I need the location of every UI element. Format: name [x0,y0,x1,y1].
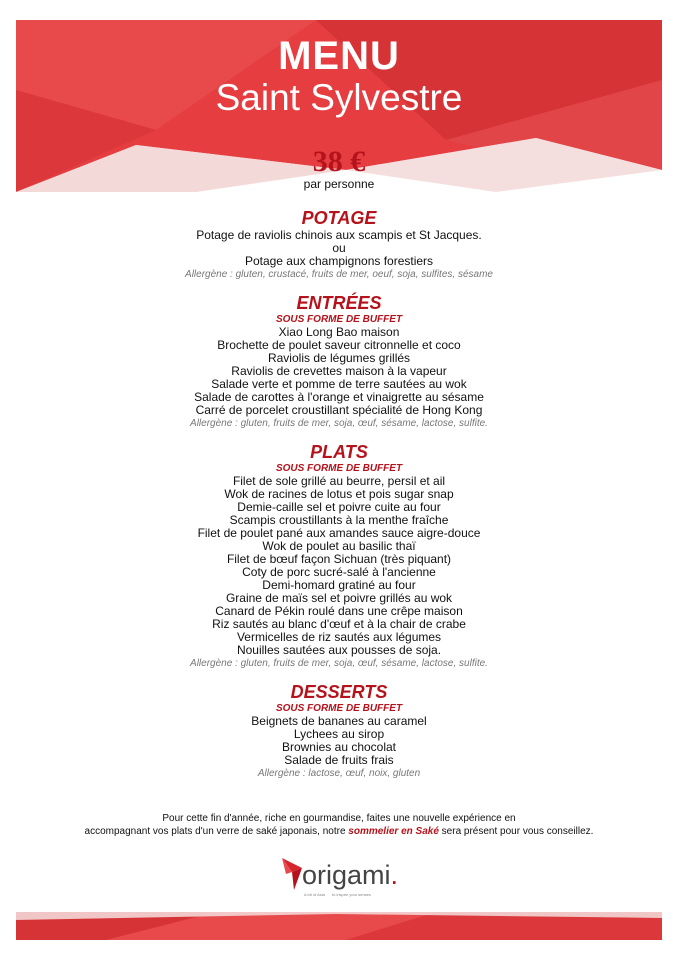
menu-item: Salade de fruits frais [284,753,394,767]
section-plats [0,442,678,670]
footer-text: sera présent pour vous conseillez. [438,826,594,837]
logo-dot: . [390,860,399,890]
menu-subtitle: Saint Sylvestre [215,77,463,118]
section-entrees [0,293,678,430]
menu-item: Canard de Pékin roulé dans une crêpe maison [215,604,463,618]
sommelier-highlight: sommelier en Saké [348,826,439,837]
menu-item: Coty de porc sucré-salé à l'ancienne [242,565,436,579]
menu-item: Wok de racines de lotus et pois sugar snap [224,487,454,501]
allergen-note: Allergène : gluten, crustacé, fruits de mer, oeuf, soja, sulfites, sésame [185,269,493,280]
section-potage [0,208,678,281]
menu-item: Salade verte et pomme de terre sautées au wok [211,377,467,391]
bottom-banner-background [16,912,662,940]
menu-item: Demi-homard gratiné au four [262,578,416,592]
menu-item: Brownies au chocolat [281,740,397,754]
price-per-person: par personne [303,177,375,191]
menu-content [0,208,678,792]
menu-item: Riz sautés au blanc d'œuf et à la chair de crabe [212,617,466,631]
section-title: DESSERTS [290,682,388,702]
origami-logo [280,852,420,902]
section-subtitle: SOUS FORME DE BUFFET [275,314,403,325]
origami-bird-icon [280,854,304,894]
menu-item: Wok de poulet au basilic thaï [262,539,416,553]
footer-line-2 [40,825,638,838]
price: 38 € [312,145,366,178]
menu-item: Filet de sole grillé au beurre, persil et ail [232,474,446,488]
menu-item: Raviolis de légumes grillés [267,351,411,365]
allergen-note: Allergène : gluten, fruits de mer, soja, œuf, sésame, lactose, sulfite. [190,418,488,429]
menu-item: Filet de bœuf façon Sichuan (très piquant) [226,552,452,566]
footer-line-1: Pour cette fin d'année, riche en gourmandise, faites une nouvelle expérience en [162,813,516,824]
menu-item: Carré de porcelet croustillant spécialité de Hong Kong [195,403,483,417]
section-title: ENTRÉES [296,293,382,313]
menu-item: Potage de raviolis chinois aux scampis et St Jacques. [196,228,482,242]
menu-item: Xiao Long Bao maison [278,325,400,339]
menu-item: Beignets de bananes au caramel [251,714,427,728]
logo-tagline-right: to inspire your senses [332,892,371,897]
section-subtitle: SOUS FORME DE BUFFET [275,463,403,474]
menu-item: Potage aux champignons forestiers [244,254,434,268]
menu-item: ou [332,241,346,255]
footer-text: accompagnant vos plats d'un verre de saké japonais, notre [84,826,349,837]
bottom-banner [16,912,662,940]
menu-item: Filet de poulet pané aux amandes sauce aigre-douce [197,526,481,540]
logo-name: origami [302,860,391,890]
section-subtitle: SOUS FORME DE BUFFET [275,703,403,714]
section-desserts [0,682,678,780]
section-title: PLATS [310,442,368,462]
allergen-note: Allergène : gluten, fruits de mer, soja, œuf, sésame, lactose, sulfite. [190,658,488,669]
section-title: POTAGE [301,208,377,228]
menu-item: Graine de maïs sel et poivre grillés au wok [225,591,453,605]
footer-note [40,812,638,838]
logo-tagline-left: A bit of Asia [304,892,325,897]
menu-title: MENU [278,34,400,78]
menu-item: Vermicelles de riz sautés aux légumes [236,630,442,644]
menu-item: Brochette de poulet saveur citronnelle et coco [217,338,461,352]
menu-item: Demie-caille sel et poivre cuite au four [237,500,441,514]
menu-item: Nouilles sautées aux pousses de soja. [236,643,442,657]
logo-wordmark [302,860,398,890]
menu-item: Scampis croustillants à la menthe fraîche [229,513,449,527]
menu-item: Lychees au sirop [293,727,385,741]
menu-item: Raviolis de crevettes maison à la vapeur [231,364,447,378]
allergen-note: Allergène : lactose, œuf, noix, gluten [257,768,421,779]
menu-item: Salade de carottes à l'orange et vinaigrette au sésame [194,390,484,404]
